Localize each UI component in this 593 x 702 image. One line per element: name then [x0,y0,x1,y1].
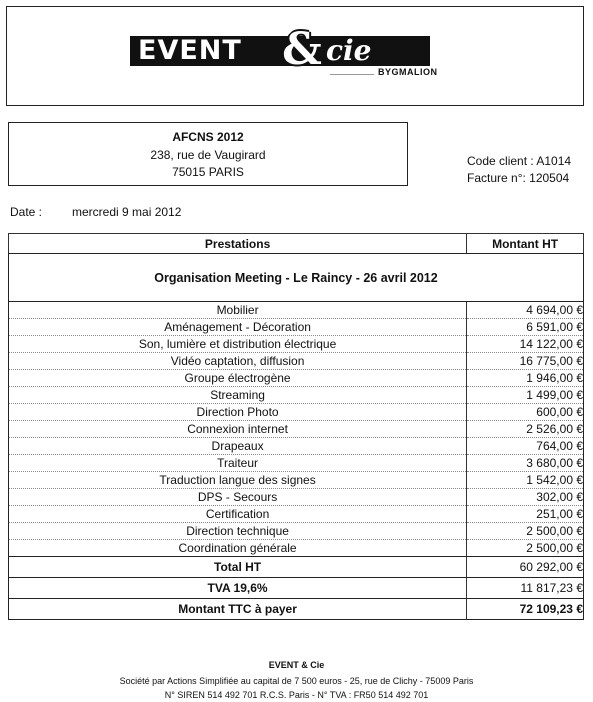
total-ttc-row [9,599,584,620]
item-amount: 600,00 € [467,404,584,421]
client-city: 75015 PARIS [172,165,244,179]
item-amount: 764,00 € [467,438,584,455]
table-header-row [9,234,584,254]
item-label: Certification [9,506,467,523]
item-amount: 14 122,00 € [467,336,584,353]
item-label: DPS - Secours [9,489,467,506]
table-row [9,421,584,438]
header-description: Prestations [9,234,467,254]
total-ttc-label: Montant TTC à payer [9,599,467,620]
table-row [9,455,584,472]
logo-tagline-rule [330,74,374,75]
item-label: Aménagement - Décoration [9,319,467,336]
item-amount: 2 526,00 € [467,421,584,438]
item-amount: 3 680,00 € [467,455,584,472]
invoice-number: Facture n°: 120504 [467,171,570,185]
item-label: Direction Photo [9,404,467,421]
tva-amount: 11 817,23 € [467,578,584,599]
date-value: mercredi 9 mai 2012 [72,205,182,219]
item-label: Connexion internet [9,421,467,438]
logo-ampersand: & [282,24,322,75]
table-row [9,302,584,319]
table-row [9,404,584,421]
total-ht-row [9,557,584,578]
table-row [9,353,584,370]
item-label: Traiteur [9,455,467,472]
table-row [9,523,584,540]
table-row [9,489,584,506]
table-row [9,319,584,336]
table-row [9,387,584,404]
item-label: Vidéo captation, diffusion [9,353,467,370]
header-amount: Montant HT [467,234,584,254]
tva-row [9,578,584,599]
item-amount: 2 500,00 € [467,540,584,557]
table-row [9,370,584,387]
logo-brand-left: EVENT [138,35,242,66]
table-row [9,506,584,523]
item-label: Traduction langue des signes [9,472,467,489]
item-amount: 2 500,00 € [467,523,584,540]
table-body [9,254,584,620]
table-row [9,540,584,557]
client-code: Code client : A1014 [467,154,572,168]
footer-legal-line-1: Société par Actions Simplifiée au capital de 7 500 euros - 25, rue de Clichy - 75009 Paris [119,676,474,686]
item-label: Direction technique [9,523,467,540]
logo-brand-right: cie [326,34,372,67]
item-label: Drapeaux [9,438,467,455]
item-label: Coordination générale [9,540,467,557]
table-row [9,472,584,489]
item-amount: 4 694,00 € [467,302,584,319]
logo-tagline: BYGMALION [378,67,438,77]
total-ht-label: Total HT [9,557,467,578]
tva-label: TVA 19,6% [9,578,467,599]
total-ht-amount: 60 292,00 € [467,557,584,578]
total-ttc-amount: 72 109,23 € [467,599,584,620]
item-amount: 302,00 € [467,489,584,506]
event-title-row [9,254,584,302]
date-label: Date : [10,205,43,219]
item-amount: 6 591,00 € [467,319,584,336]
footer-company: EVENT & Cie [268,660,325,670]
item-label: Son, lumière et distribution électrique [9,336,467,353]
item-amount: 251,00 € [467,506,584,523]
item-label: Streaming [9,387,467,404]
item-amount: 1 499,00 € [467,387,584,404]
item-amount: 1 946,00 € [467,370,584,387]
item-amount: 16 775,00 € [467,353,584,370]
item-amount: 1 542,00 € [467,472,584,489]
table-row [9,438,584,455]
table-row [9,336,584,353]
invoice-table [8,233,584,620]
client-street: 238, rue de Vaugirard [150,148,266,162]
footer-legal-line-2: N° SIREN 514 492 701 R.C.S. Paris - N° TVA : FR50 514 492 701 [164,690,429,700]
item-label: Mobilier [9,302,467,319]
event-title: Organisation Meeting - Le Raincy - 26 avril 2012 [9,254,584,302]
client-name: AFCNS 2012 [172,130,244,144]
item-label: Groupe électrogène [9,370,467,387]
